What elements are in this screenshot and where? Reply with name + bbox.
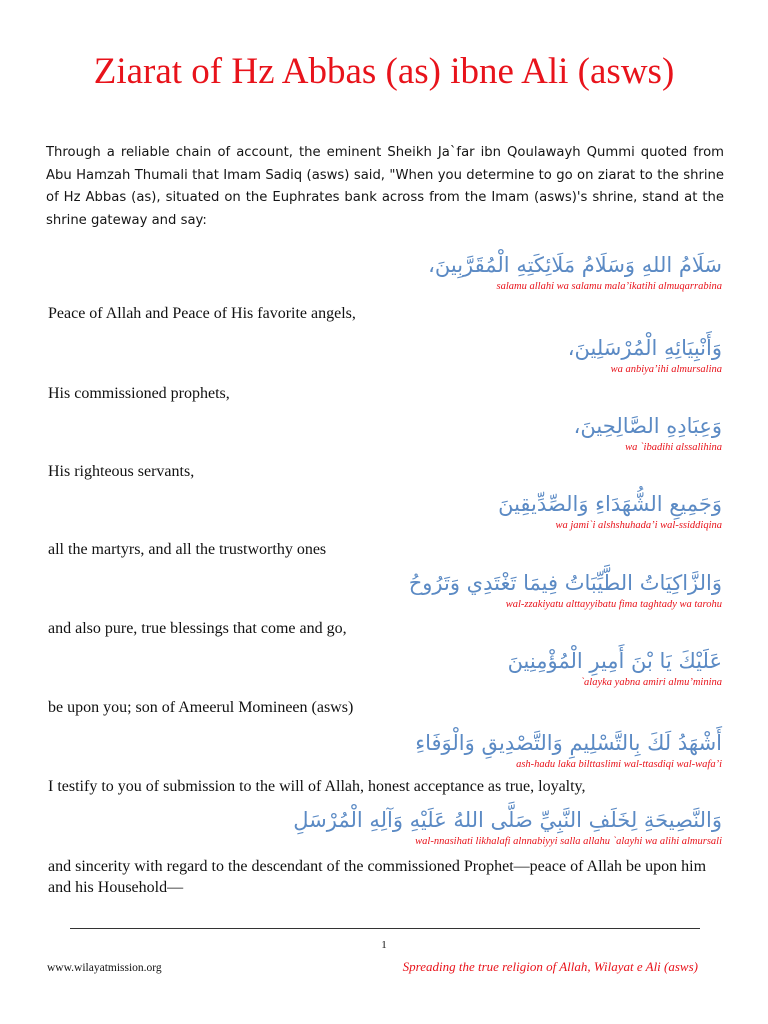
english-translation: be upon you; son of Ameerul Momineen (asws) [48,699,354,716]
transliteration-text: `alayka yabna amiri almu’minina [580,677,722,688]
verse-block [360,250,722,294]
arabic-text: وَجَمِيعِ الشُّهَدَاءِ وَالصِّدِّيقِينَ [498,492,722,516]
transliteration-text: wa anbiya’ihi almursalina [610,364,722,375]
transliteration-text: wa `ibadihi alssalihina [625,442,722,453]
transliteration-text: wal-nnasihati likhalafi alnnabiyyi salla allahu `alayhi wa alihi almursali [415,836,722,847]
intro-paragraph: Through a reliable chain of account, the eminent Sheikh Ja`far ibn Qoulawayh Qummi quoted from Abu Hamzah Thumali that Imam Sadiq (asws) said, "When you determine to go on ziarat to the shrine of Hz Abbas (as), situated on the Euphrates bank across from the Imam (asws)'s shrine, stand at the shrine gateway and say: [46,145,724,228]
arabic-text: وَالنَّصِيحَةِ لِخَلَفِ النَّبِيِّ صَلَّى اللهُ عَلَيْهِ وَآلِهِ الْمُرْسَلِ [293,808,722,832]
english-translation: His commissioned prophets, [48,385,230,402]
arabic-text: وَأَنْبِيَائِهِ الْمُرْسَلِينَ، [567,336,722,360]
arabic-text: سَلَامُ اللهِ وَسَلَامُ مَلَائِكَتِهِ الْمُقَرَّبِينَ، [428,253,722,277]
transliteration-text: wa jami`i alshshuhada’i wal-ssiddiqina [555,520,722,531]
transliteration-text: ash-hadu laka bilttaslimi wal-ttasdiqi wal-wafa’i [516,759,722,770]
english-translation: all the martyrs, and all the trustworthy ones [48,541,327,558]
arabic-text: أَشْهَدُ لَكَ بِالتَّسْلِيمِ وَالتَّصْدِيقِ وَالْوَفَاءِ [415,731,722,755]
transliteration-text: wal-zzakiyatu alttayyibatu fima taghtady wa tarohu [505,599,722,610]
english-translation: and also pure, true blessings that come and go, [48,620,347,637]
verse-block [360,333,722,377]
english-translation: Peace of Allah and Peace of His favorite angels, [48,305,356,322]
arabic-text: وَالزَّاكِيَاتُ الطَّيِّبَاتُ فِيمَا تَغْتَدِي وَتَرُوحُ [408,571,722,595]
english-translation: I testify to you of submission to the will of Allah, honest acceptance as true, loyalty, [48,778,586,795]
english-translation: and sincerity with regard to the descendant of the commissioned Prophet—peace of Allah be upon him and his Household— [48,858,707,896]
verse-block [360,411,722,455]
footer-tagline: Spreading the true religion of Allah, Wilayat e Ali (asws) [402,959,698,974]
transliteration-text: salamu allahi wa salamu mala’ikatihi almuqarrabina [496,281,722,292]
verse-block [293,805,722,849]
arabic-text: عَلَيْكَ يَا بْنَ أَمِيرِ الْمُؤْمِنِينَ [507,649,722,673]
verse-block [360,728,722,772]
english-translation: His righteous servants, [48,463,195,480]
arabic-text: وَعِبَادِهِ الصَّالِحِينَ، [573,414,722,438]
page-title: Ziarat of Hz Abbas (as) ibne Ali (asws) [93,51,675,92]
verse-block [360,489,722,533]
page-number: 1 [381,939,387,951]
verse-block [360,568,722,612]
website-link[interactable]: www.wilayatmission.org [47,962,162,974]
verse-block [360,646,722,690]
footer-divider [70,928,700,929]
